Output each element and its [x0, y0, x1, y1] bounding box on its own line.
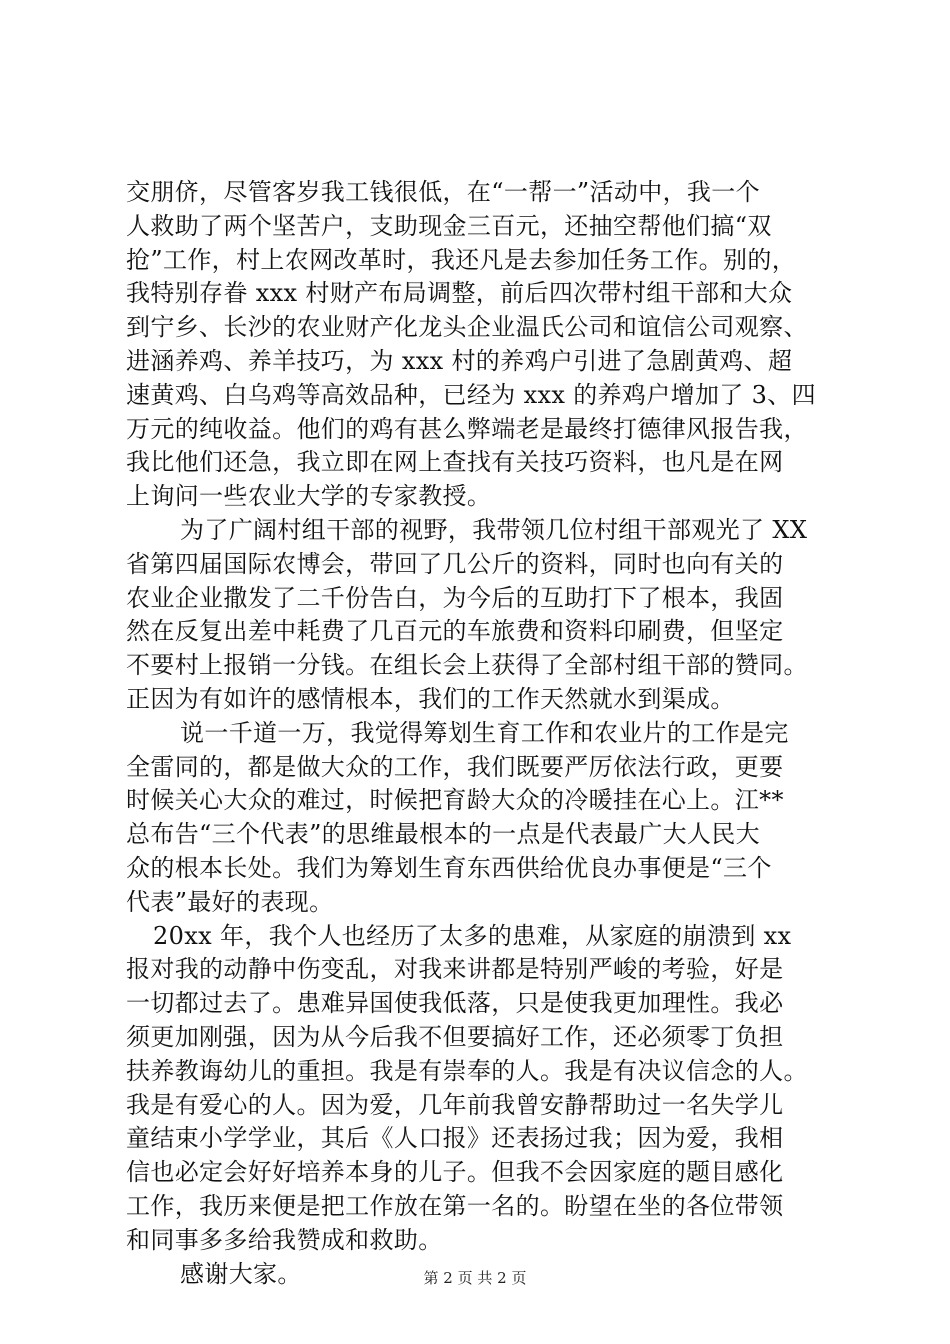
text-line: 进涵养鸡、养羊技巧，为 xxx 村的养鸡户引进了急剧黄鸡、超 — [126, 346, 793, 375]
text-line: 时候关心大众的难过，时候把育龄大众的冷暖挂在心上。江** — [126, 786, 784, 815]
text-line: 上询问一些农业大学的专家教授。 — [126, 482, 492, 511]
text-line: 到宁乡、长沙的农业财产化龙头企业温氏公司和谊信公司观察、 — [126, 313, 808, 342]
text-line: 人救助了两个坚苦户，支助现金三百元，还抽空帮他们搞“双 — [126, 211, 772, 240]
text-line: 和同事多多给我赞成和救助。 — [126, 1225, 443, 1254]
paragraph-first-line: 为了广阔村组干部的视野，我带领几位村组干部观光了 XX — [180, 515, 808, 544]
text-line: 速黄鸡、白乌鸡等高效品种，已经为 xxx 的养鸡户增加了 3、四 — [126, 380, 816, 409]
text-line: 须更加刚强，因为从今后我不但要搞好工作，还必须零丁负担 — [126, 1022, 784, 1051]
text-line: 不要村上报销一分钱。在组长会上获得了全部村组干部的赞同。 — [126, 651, 808, 680]
text-line: 扶养教诲幼儿的重担。我是有崇奉的人。我是有决议信念的人。 — [126, 1056, 808, 1085]
text-line: 交朋侪，尽管客岁我工钱很低，在“一帮一”活动中，我一个 — [126, 178, 760, 206]
text-line: 工作，我历来便是把工作放在第一名的。盼望在坐的各位带领 — [126, 1191, 784, 1220]
text-line: 省第四届国际农博会，带回了几公斤的资料，同时也向有关的 — [126, 549, 784, 578]
document-body — [126, 176, 828, 1291]
paragraph-first-line: 20xx 年，我个人也经历了太多的患难，从家庭的崩溃到 xx — [153, 921, 792, 950]
text-line: 我特别存眷 xxx 村财产布局调整，前后四次带村组干部和大众 — [126, 279, 793, 308]
text-line: 农业企业撒发了二千份告白，为今后的互助打下了根本，我固 — [126, 583, 784, 612]
paragraph-first-line: 说一千道一万，我觉得筹划生育工作和农业片的工作是完 — [180, 718, 789, 747]
text-line: 信也必定会好好培养本身的儿子。但我不会因家庭的题目感化 — [126, 1158, 784, 1187]
text-line: 代表”最好的表现。 — [126, 887, 334, 916]
text-line: 一切都过去了。患难异国使我低落，只是使我更加理性。我必 — [126, 989, 784, 1018]
text-line: 众的根本长处。我们为筹划生育东西供给优良办事便是“三个 — [126, 853, 772, 882]
text-line: 然在反复出差中耗费了几百元的车旅费和资料印刷费，但坚定 — [126, 617, 784, 646]
text-line: 总布告“三个代表”的思维最根本的一点是代表最广大人民大 — [126, 820, 760, 849]
closing-line: 感谢大家。 — [180, 1259, 302, 1288]
text-line: 正因为有如许的感情根本，我们的工作天然就水到渠成。 — [126, 684, 735, 713]
text-line: 童结束小学学业，其后《人口报》还表扬过我；因为爱，我相 — [126, 1124, 784, 1153]
text-line: 万元的纯收益。他们的鸡有甚么弊端老是最终打德律风报告我， — [126, 414, 808, 443]
text-line: 我是有爱心的人。因为爱，几年前我曾安静帮助过一名失学儿 — [126, 1090, 784, 1119]
text-line: 报对我的动静中伤变乱，对我来讲都是特别严峻的考验，好是 — [126, 955, 784, 984]
text-line: 我比他们还急，我立即在网上查找有关技巧资料，也凡是在网 — [126, 448, 784, 477]
text-line: 抢”工作，村上农网改革时，我还凡是去参加任务工作。别的， — [126, 245, 797, 274]
page-number-footer: 第 2 页 共 2 页 — [423, 1269, 527, 1287]
text-line: 全雷同的，都是做大众的工作，我们既要严厉依法行政，更要 — [126, 752, 784, 781]
